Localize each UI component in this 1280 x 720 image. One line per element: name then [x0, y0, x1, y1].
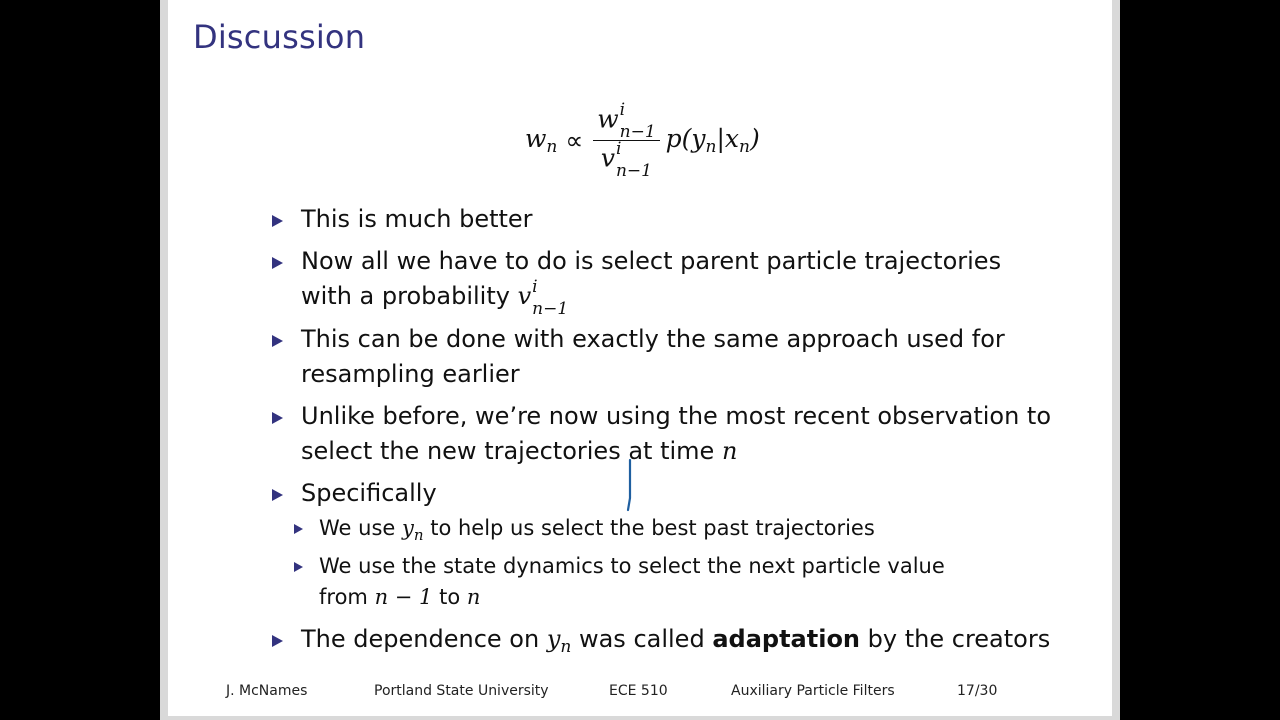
weight-equation: [525, 96, 760, 184]
bullet-list: [268, 202, 1058, 672]
sub-bullet-list: [291, 513, 1058, 613]
footer-topic: Auxiliary Particle Filters: [731, 683, 895, 699]
slide-title: Discussion: [193, 18, 366, 56]
eq-fraction: [593, 99, 659, 181]
triangle-bullet-icon: [272, 635, 283, 647]
proportional-symbol: ∝: [565, 125, 584, 155]
bullet-item: This can be done with exactly the same approach used for resampling earlier: [268, 322, 1058, 392]
eq-lhs: $w_n$: [525, 123, 558, 157]
footer-page-number: 17/30: [957, 683, 998, 699]
triangle-bullet-icon: [294, 562, 303, 572]
sub-bullet-item: We use the state dynamics to select the next particle value from n − 1 to n: [291, 551, 1058, 613]
bullet-item: Now all we have to do is select parent particle trajectories with a probability v i n−1: [268, 244, 1058, 315]
eq-denominator: v i n−1: [600, 138, 652, 181]
triangle-bullet-icon: [272, 215, 283, 227]
eq-numerator: w i n−1: [597, 99, 656, 142]
probability-variable: v i n−1: [517, 276, 569, 319]
slide-footer: [168, 683, 1112, 703]
footer-course: ECE 510: [609, 683, 668, 699]
pen-annotation-mark: [624, 458, 636, 518]
index-expression: n − 1: [374, 584, 433, 609]
triangle-bullet-icon: [272, 412, 283, 424]
slide: [168, 0, 1112, 716]
triangle-bullet-icon: [294, 524, 303, 534]
triangle-bullet-icon: [272, 489, 283, 501]
observation-variable: $y_n$: [402, 515, 424, 544]
footer-author: J. McNames: [226, 683, 308, 699]
observation-variable: $y_n$: [546, 624, 572, 657]
bullet-item: This is much better: [268, 202, 1058, 237]
footer-institution: Portland State University: [374, 683, 549, 699]
index-variable: n: [466, 584, 481, 609]
emphasis-term: adaptation: [712, 624, 861, 653]
bullet-item: Unlike before, we’re now using the most recent observation to select the new trajectories at time n: [268, 399, 1058, 469]
bullet-item: Specifically: [268, 476, 1058, 511]
sub-bullet-item: We use $y_n$ to help us select the best past trajectories: [291, 513, 1058, 551]
triangle-bullet-icon: [272, 257, 283, 269]
bullet-item: The dependence on $y_n$ was called adaptation by the creators: [268, 622, 1058, 665]
triangle-bullet-icon: [272, 335, 283, 347]
time-variable: n: [721, 436, 738, 465]
eq-likelihood: $p(y_n|x_n)$: [665, 123, 760, 157]
